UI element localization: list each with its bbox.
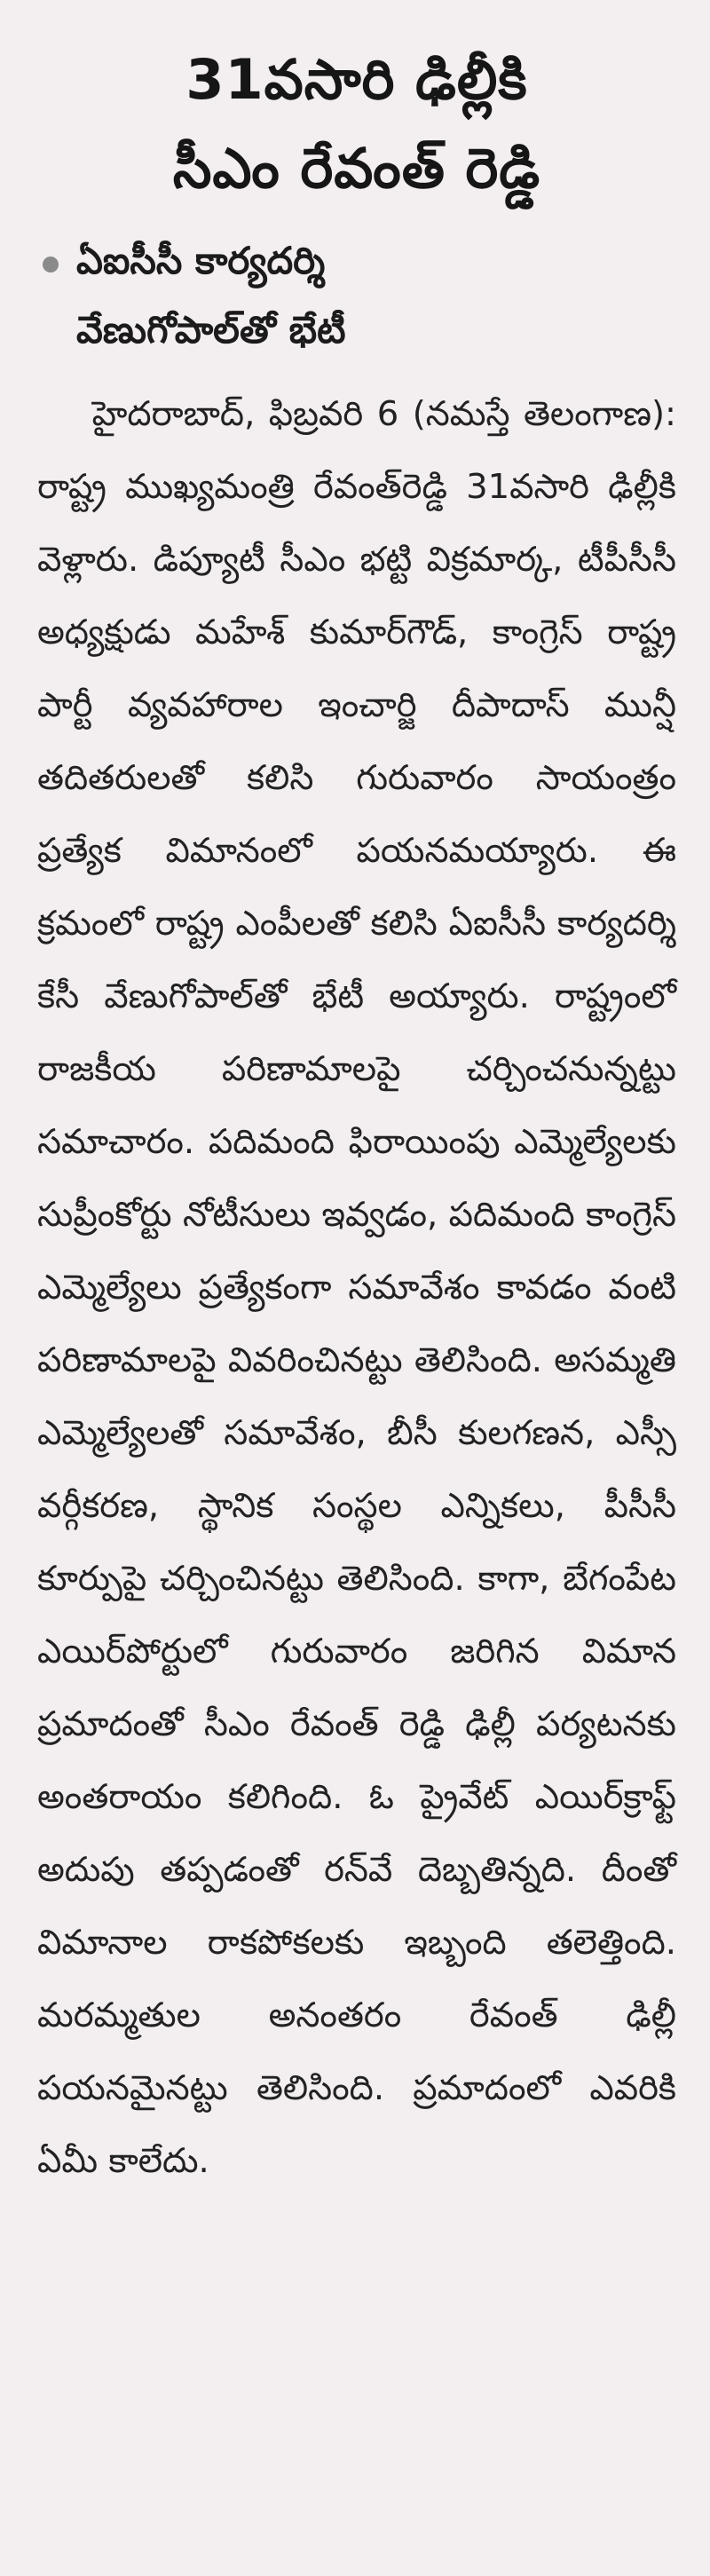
headline-line-2: సీఎం రేవంత్‌ రెడ్డి bbox=[172, 136, 541, 201]
subheading bbox=[37, 226, 676, 364]
article-body: హైదరాబాద్‌, ఫిబ్రవరి 6 (నమస్తే తెలంగాణ): రాష్ట్ర ముఖ్యమంత్రి రేవంత్‌రెడ్డి 31వసారి ఢిల్లీకి వెళ్లారు. డిప్యూటీ సీఎం భట్టి విక్రమార్క, టీపీసీసీ అధ్యక్షుడు మహేశ్‌ కుమార్‌గౌడ్‌, కాంగ్రెస్‌ రాష్ట్ర పార్టీ వ్యవహారాల ఇంచార్జి దీపాదాస్‌ మున్షీ తదితరులతో కలిసి గురువారం సాయంత్రం ప్రత్యేక విమానంలో పయనమయ్యారు. ఈ క్రమంలో రాష్ట్ర ఎంపీలతో కలిసి ఏఐసీసీ కార్యదర్శి కేసీ వేణుగోపాల్‌తో భేటీ అయ్యారు. రాష్ట్రంలో రాజకీయ పరిణామాలపై చర్చించనున్నట్టు సమాచారం. పదిమంది ఫిరాయింపు ఎమ్మెల్యేలకు సుప్రీంకోర్టు నోటీసులు ఇవ్వడం, పదిమంది కాంగ్రెస్‌ ఎమ్మెల్యేలు ప్రత్యేకంగా సమావేశం కావడం వంటి పరిణామాలపై వివరించినట్టు తెలిసింది. అసమ్మతి ఎమ్మెల్యేలతో సమావేశం, బీసీ కులగణన, ఎస్సీ వర్గీకరణ, స్థానిక సంస్థల ఎన్నికలు, పీసీసీ కూర్పుపై చర్చించినట్టు తెలిసింది. కాగా, బేగంపేట ఎయిర్‌పోర్టులో గురువారం జరిగిన విమాన ప్రమాదంతో సీఎం రేవంత్‌ రెడ్డి ఢిల్లీ పర్యటనకు అంతరాయం కలిగింది. ఓ ప్రైవేట్‌ ఎయిర్‌క్రాఫ్ట్‌ అదుపు తప్పడంతో రన్‌వే దెబ్బతిన్నది. దీంతో విమానాల రాకపోకలకు ఇబ్బంది తలెత్తింది. మరమ్మతుల అనంతరం రేవంత్‌ ఢిల్లీ పయనమైనట్టు తెలిసింది. ప్రమాదంలో ఎవరికి ఏమీ కాలేదు. bbox=[37, 394, 676, 2182]
headline bbox=[37, 36, 676, 214]
subheading-line-1: ఏఐసీసీ కార్యదర్శి bbox=[76, 238, 326, 282]
subheading-line-2: వేణుగోపాల్‌తో భేటీ bbox=[76, 307, 346, 352]
bullet-icon bbox=[43, 257, 59, 273]
headline-line-1: 31వసారి ఢిల్లీకి bbox=[185, 47, 528, 112]
